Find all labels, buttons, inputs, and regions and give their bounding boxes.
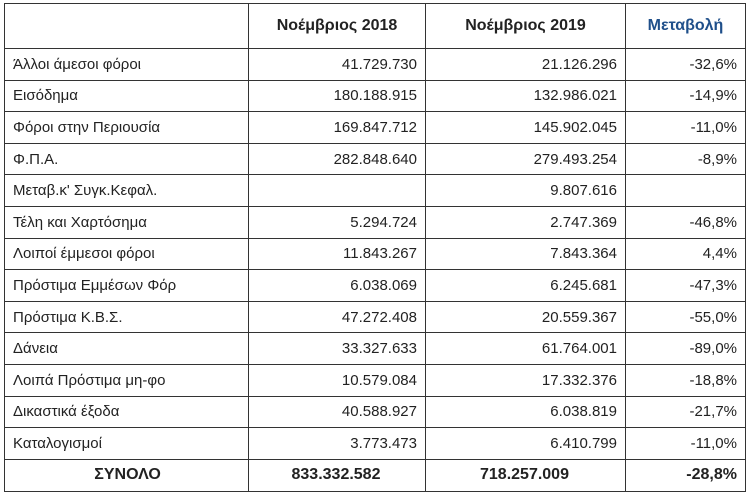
row-change: -46,8% xyxy=(626,206,746,238)
row-value-2019: 61.764.001 xyxy=(426,333,626,365)
table-row xyxy=(5,301,746,333)
header-label-cell xyxy=(5,4,249,49)
table-row xyxy=(5,143,746,175)
row-change xyxy=(626,175,746,207)
row-value-2019: 6.038.819 xyxy=(426,396,626,428)
header-nov-2019: Νοέμβριος 2019 xyxy=(426,4,626,49)
row-label: Δάνεια xyxy=(5,333,249,365)
row-change: 4,4% xyxy=(626,238,746,270)
row-value-2018: 3.773.473 xyxy=(249,428,426,460)
row-value-2018: 11.843.267 xyxy=(249,238,426,270)
header-nov-2018: Νοέμβριος 2018 xyxy=(249,4,426,49)
row-change: -11,0% xyxy=(626,428,746,460)
total-row xyxy=(5,459,746,491)
row-change: -89,0% xyxy=(626,333,746,365)
total-2018: 833.332.582 xyxy=(249,459,426,491)
table-row xyxy=(5,49,746,81)
row-value-2019: 279.493.254 xyxy=(426,143,626,175)
row-label: Πρόστιμα Εμμέσων Φόρ xyxy=(5,270,249,302)
row-value-2018: 180.188.915 xyxy=(249,80,426,112)
header-row xyxy=(5,4,746,49)
table-row xyxy=(5,364,746,396)
row-label: Δικαστικά έξοδα xyxy=(5,396,249,428)
row-value-2019: 132.986.021 xyxy=(426,80,626,112)
revenue-table xyxy=(4,3,746,492)
row-label: Τέλη και Χαρτόσημα xyxy=(5,206,249,238)
row-change: -47,3% xyxy=(626,270,746,302)
row-value-2018: 47.272.408 xyxy=(249,301,426,333)
table-row xyxy=(5,428,746,460)
table-row xyxy=(5,396,746,428)
row-value-2018: 6.038.069 xyxy=(249,270,426,302)
table-row xyxy=(5,206,746,238)
row-change: -55,0% xyxy=(626,301,746,333)
row-value-2018: 40.588.927 xyxy=(249,396,426,428)
table-row xyxy=(5,175,746,207)
row-value-2018: 5.294.724 xyxy=(249,206,426,238)
row-label: Φ.Π.Α. xyxy=(5,143,249,175)
row-value-2018: 169.847.712 xyxy=(249,112,426,144)
row-value-2019: 7.843.364 xyxy=(426,238,626,270)
row-label: Εισόδημα xyxy=(5,80,249,112)
total-2019: 718.257.009 xyxy=(426,459,626,491)
row-value-2018: 10.579.084 xyxy=(249,364,426,396)
table-row xyxy=(5,80,746,112)
table-row xyxy=(5,238,746,270)
row-value-2018 xyxy=(249,175,426,207)
row-change: -21,7% xyxy=(626,396,746,428)
row-value-2019: 21.126.296 xyxy=(426,49,626,81)
header-change: Μεταβολή xyxy=(626,4,746,49)
row-value-2019: 6.245.681 xyxy=(426,270,626,302)
row-value-2018: 41.729.730 xyxy=(249,49,426,81)
row-label: Λοιποί έμμεσοι φόροι xyxy=(5,238,249,270)
table-row xyxy=(5,333,746,365)
row-value-2019: 6.410.799 xyxy=(426,428,626,460)
row-label: Μεταβ.κ' Συγκ.Κεφαλ. xyxy=(5,175,249,207)
table-row xyxy=(5,112,746,144)
row-change: -14,9% xyxy=(626,80,746,112)
row-value-2019: 20.559.367 xyxy=(426,301,626,333)
row-label: Πρόστιμα Κ.Β.Σ. xyxy=(5,301,249,333)
total-change: -28,8% xyxy=(626,459,746,491)
row-change: -11,0% xyxy=(626,112,746,144)
row-label: Λοιπά Πρόστιμα μη-φο xyxy=(5,364,249,396)
row-value-2018: 33.327.633 xyxy=(249,333,426,365)
row-value-2019: 9.807.616 xyxy=(426,175,626,207)
row-change: -8,9% xyxy=(626,143,746,175)
row-change: -18,8% xyxy=(626,364,746,396)
row-value-2019: 2.747.369 xyxy=(426,206,626,238)
row-value-2019: 17.332.376 xyxy=(426,364,626,396)
table-row xyxy=(5,270,746,302)
row-change: -32,6% xyxy=(626,49,746,81)
row-label: Άλλοι άμεσοι φόροι xyxy=(5,49,249,81)
row-value-2019: 145.902.045 xyxy=(426,112,626,144)
row-value-2018: 282.848.640 xyxy=(249,143,426,175)
total-label: ΣΥΝΟΛΟ xyxy=(5,459,249,491)
row-label: Φόροι στην Περιουσία xyxy=(5,112,249,144)
row-label: Καταλογισμοί xyxy=(5,428,249,460)
